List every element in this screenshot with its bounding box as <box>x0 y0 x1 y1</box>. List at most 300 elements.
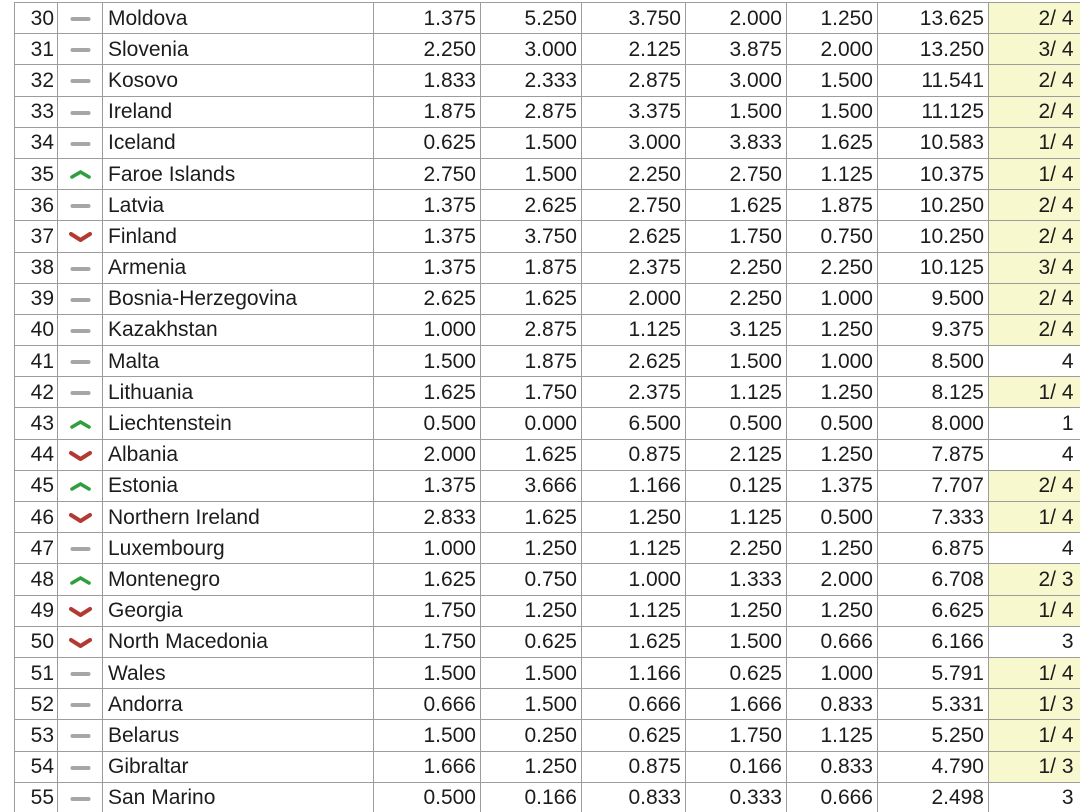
season-value-cell: 1.625 <box>481 283 582 314</box>
rank-cell: 33 <box>15 96 58 127</box>
season-value-cell: 2.250 <box>686 252 787 283</box>
season-value-cell: 2.833 <box>374 502 481 533</box>
season-value-cell: 1.625 <box>374 564 481 595</box>
teams-cell: 3/ 4 <box>989 252 1080 283</box>
country-name: Albania <box>103 439 374 470</box>
season-value-cell: 0.666 <box>787 626 878 657</box>
trend-cell <box>58 657 103 688</box>
table-body <box>15 3 1080 812</box>
season-value-cell: 1.125 <box>787 158 878 189</box>
trend-cell <box>58 3 103 34</box>
season-value-cell: 1.750 <box>686 720 787 751</box>
table-row <box>15 314 1080 345</box>
season-value-cell: 1.500 <box>481 657 582 688</box>
country-name: Kazakhstan <box>103 314 374 345</box>
trend-cell <box>58 127 103 158</box>
season-value-cell: 2.625 <box>582 346 686 377</box>
season-value-cell: 1.875 <box>481 252 582 283</box>
season-value-cell: 2.875 <box>481 96 582 127</box>
season-value-cell: 2.125 <box>686 439 787 470</box>
season-value-cell: 1.000 <box>374 314 481 345</box>
season-value-cell: 1.500 <box>374 720 481 751</box>
dash-icon <box>69 671 92 677</box>
season-value-cell: 2.000 <box>686 3 787 34</box>
teams-cell: 1/ 4 <box>989 595 1080 626</box>
season-value-cell: 2.750 <box>582 190 686 221</box>
dash-icon <box>69 203 92 209</box>
season-value-cell: 2.250 <box>374 34 481 65</box>
country-name: Bosnia-Herzegovina <box>103 283 374 314</box>
trend-cell <box>58 720 103 751</box>
rank-cell: 32 <box>15 65 58 96</box>
rank-cell: 41 <box>15 346 58 377</box>
season-value-cell: 1.625 <box>582 626 686 657</box>
trend-cell <box>58 346 103 377</box>
season-value-cell: 0.875 <box>582 439 686 470</box>
country-name: Ireland <box>103 96 374 127</box>
total-cell: 9.375 <box>878 314 989 345</box>
teams-cell: 2/ 4 <box>989 314 1080 345</box>
chevron-down-icon <box>68 606 93 618</box>
season-value-cell: 0.000 <box>481 408 582 439</box>
table-row <box>15 533 1080 564</box>
season-value-cell: 3.750 <box>582 3 686 34</box>
season-value-cell: 2.875 <box>481 314 582 345</box>
season-value-cell: 1.125 <box>582 314 686 345</box>
total-cell: 8.500 <box>878 346 989 377</box>
country-name: Gibraltar <box>103 751 374 782</box>
season-value-cell: 1.000 <box>787 283 878 314</box>
trend-cell <box>58 751 103 782</box>
total-cell: 4.790 <box>878 751 989 782</box>
season-value-cell: 1.750 <box>481 377 582 408</box>
total-cell: 10.250 <box>878 190 989 221</box>
season-value-cell: 1.500 <box>374 346 481 377</box>
country-name: Iceland <box>103 127 374 158</box>
total-cell: 10.250 <box>878 221 989 252</box>
trend-cell <box>58 221 103 252</box>
rank-cell: 52 <box>15 689 58 720</box>
rank-cell: 37 <box>15 221 58 252</box>
total-cell: 6.625 <box>878 595 989 626</box>
teams-cell: 2/ 4 <box>989 470 1080 501</box>
teams-cell: 2/ 4 <box>989 96 1080 127</box>
trend-cell <box>58 252 103 283</box>
season-value-cell: 2.333 <box>481 65 582 96</box>
season-value-cell: 2.250 <box>787 252 878 283</box>
teams-cell: 1 <box>989 408 1080 439</box>
season-value-cell: 5.250 <box>481 3 582 34</box>
country-name: Armenia <box>103 252 374 283</box>
season-value-cell: 1.375 <box>787 470 878 501</box>
teams-cell: 1/ 3 <box>989 689 1080 720</box>
trend-cell <box>58 470 103 501</box>
country-name: San Marino <box>103 782 374 812</box>
rank-cell: 48 <box>15 564 58 595</box>
rank-cell: 45 <box>15 470 58 501</box>
season-value-cell: 1.375 <box>374 3 481 34</box>
teams-cell: 1/ 4 <box>989 127 1080 158</box>
rank-cell: 49 <box>15 595 58 626</box>
total-cell: 11.125 <box>878 96 989 127</box>
season-value-cell: 6.500 <box>582 408 686 439</box>
total-cell: 6.708 <box>878 564 989 595</box>
season-value-cell: 1.500 <box>481 689 582 720</box>
table-row <box>15 346 1080 377</box>
teams-cell: 4 <box>989 533 1080 564</box>
table-row <box>15 377 1080 408</box>
dash-icon <box>69 266 92 272</box>
season-value-cell: 1.833 <box>374 65 481 96</box>
season-value-cell: 1.250 <box>787 439 878 470</box>
total-cell: 5.791 <box>878 657 989 688</box>
country-name: Wales <box>103 657 374 688</box>
season-value-cell: 1.250 <box>787 377 878 408</box>
rank-cell: 47 <box>15 533 58 564</box>
trend-cell <box>58 626 103 657</box>
season-value-cell: 0.500 <box>686 408 787 439</box>
table-row <box>15 689 1080 720</box>
dash-icon <box>69 702 92 708</box>
country-name: Estonia <box>103 470 374 501</box>
total-cell: 5.331 <box>878 689 989 720</box>
dash-icon <box>69 796 92 802</box>
table-row <box>15 564 1080 595</box>
season-value-cell: 1.500 <box>686 346 787 377</box>
country-name: Lithuania <box>103 377 374 408</box>
teams-cell: 2/ 3 <box>989 564 1080 595</box>
total-cell: 13.625 <box>878 3 989 34</box>
season-value-cell: 1.375 <box>374 190 481 221</box>
table-row <box>15 595 1080 626</box>
chevron-down-icon <box>68 512 93 524</box>
country-name: Malta <box>103 346 374 377</box>
table-row <box>15 127 1080 158</box>
trend-cell <box>58 439 103 470</box>
season-value-cell: 1.250 <box>787 595 878 626</box>
season-value-cell: 0.833 <box>787 751 878 782</box>
table-row <box>15 65 1080 96</box>
total-cell: 2.498 <box>878 782 989 812</box>
dash-icon <box>69 733 92 739</box>
dash-icon <box>69 328 92 334</box>
rank-cell: 42 <box>15 377 58 408</box>
season-value-cell: 1.666 <box>686 689 787 720</box>
table-row <box>15 751 1080 782</box>
total-cell: 6.166 <box>878 626 989 657</box>
total-cell: 6.875 <box>878 533 989 564</box>
trend-cell <box>58 595 103 626</box>
season-value-cell: 1.875 <box>374 96 481 127</box>
season-value-cell: 1.125 <box>582 595 686 626</box>
table-row <box>15 502 1080 533</box>
table-row <box>15 408 1080 439</box>
season-value-cell: 0.250 <box>481 720 582 751</box>
table-row <box>15 34 1080 65</box>
dash-icon <box>69 141 92 147</box>
teams-cell: 2/ 4 <box>989 221 1080 252</box>
season-value-cell: 1.625 <box>787 127 878 158</box>
season-value-cell: 3.875 <box>686 34 787 65</box>
season-value-cell: 2.625 <box>481 190 582 221</box>
trend-cell <box>58 158 103 189</box>
season-value-cell: 2.750 <box>374 158 481 189</box>
season-value-cell: 0.625 <box>686 657 787 688</box>
rank-cell: 51 <box>15 657 58 688</box>
season-value-cell: 1.250 <box>787 3 878 34</box>
rank-cell: 35 <box>15 158 58 189</box>
rank-cell: 30 <box>15 3 58 34</box>
season-value-cell: 2.625 <box>582 221 686 252</box>
chevron-up-icon <box>69 419 92 430</box>
season-value-cell: 3.375 <box>582 96 686 127</box>
trend-cell <box>58 34 103 65</box>
season-value-cell: 1.250 <box>481 595 582 626</box>
season-value-cell: 0.666 <box>374 689 481 720</box>
chevron-up-icon <box>69 575 92 586</box>
teams-cell: 1/ 4 <box>989 377 1080 408</box>
trend-cell <box>58 377 103 408</box>
total-cell: 10.125 <box>878 252 989 283</box>
season-value-cell: 0.125 <box>686 470 787 501</box>
trend-cell <box>58 190 103 221</box>
season-value-cell: 1.250 <box>787 533 878 564</box>
season-value-cell: 3.125 <box>686 314 787 345</box>
rank-cell: 39 <box>15 283 58 314</box>
country-name: Montenegro <box>103 564 374 595</box>
season-value-cell: 1.125 <box>686 377 787 408</box>
season-value-cell: 0.166 <box>686 751 787 782</box>
season-value-cell: 0.166 <box>481 782 582 812</box>
season-value-cell: 1.250 <box>582 502 686 533</box>
country-name: Georgia <box>103 595 374 626</box>
season-value-cell: 0.625 <box>582 720 686 751</box>
trend-cell <box>58 314 103 345</box>
season-value-cell: 1.625 <box>481 502 582 533</box>
trend-cell <box>58 782 103 812</box>
dash-icon <box>69 390 92 396</box>
season-value-cell: 1.250 <box>481 751 582 782</box>
teams-cell: 1/ 4 <box>989 158 1080 189</box>
season-value-cell: 1.500 <box>787 96 878 127</box>
country-name: Luxembourg <box>103 533 374 564</box>
season-value-cell: 2.250 <box>686 283 787 314</box>
season-value-cell: 1.125 <box>686 502 787 533</box>
rank-cell: 53 <box>15 720 58 751</box>
season-value-cell: 1.000 <box>787 346 878 377</box>
total-cell: 11.541 <box>878 65 989 96</box>
season-value-cell: 1.875 <box>787 190 878 221</box>
dash-icon <box>69 546 92 552</box>
season-value-cell: 1.166 <box>582 657 686 688</box>
rank-cell: 55 <box>15 782 58 812</box>
country-name: Finland <box>103 221 374 252</box>
season-value-cell: 0.750 <box>481 564 582 595</box>
season-value-cell: 0.333 <box>686 782 787 812</box>
season-value-cell: 0.625 <box>374 127 481 158</box>
season-value-cell: 1.000 <box>787 657 878 688</box>
total-cell: 9.500 <box>878 283 989 314</box>
teams-cell: 4 <box>989 346 1080 377</box>
season-value-cell: 2.250 <box>686 533 787 564</box>
season-value-cell: 1.666 <box>374 751 481 782</box>
rank-cell: 40 <box>15 314 58 345</box>
season-value-cell: 2.750 <box>686 158 787 189</box>
teams-cell: 2/ 4 <box>989 283 1080 314</box>
season-value-cell: 0.500 <box>787 502 878 533</box>
trend-cell <box>58 502 103 533</box>
season-value-cell: 2.000 <box>787 564 878 595</box>
table-row <box>15 720 1080 751</box>
total-cell: 7.875 <box>878 439 989 470</box>
teams-cell: 1/ 4 <box>989 657 1080 688</box>
dash-icon <box>69 359 92 365</box>
teams-cell: 2/ 4 <box>989 190 1080 221</box>
trend-cell <box>58 564 103 595</box>
season-value-cell: 1.500 <box>686 96 787 127</box>
season-value-cell: 2.250 <box>582 158 686 189</box>
season-value-cell: 3.750 <box>481 221 582 252</box>
season-value-cell: 1.000 <box>374 533 481 564</box>
table-row <box>15 252 1080 283</box>
table-row <box>15 96 1080 127</box>
season-value-cell: 0.625 <box>481 626 582 657</box>
season-value-cell: 2.000 <box>374 439 481 470</box>
country-name: Andorra <box>103 689 374 720</box>
table-row <box>15 283 1080 314</box>
rank-cell: 43 <box>15 408 58 439</box>
season-value-cell: 0.833 <box>582 782 686 812</box>
season-value-cell: 1.375 <box>374 470 481 501</box>
country-name: Kosovo <box>103 65 374 96</box>
country-name: Slovenia <box>103 34 374 65</box>
season-value-cell: 0.875 <box>582 751 686 782</box>
season-value-cell: 1.625 <box>481 439 582 470</box>
season-value-cell: 2.000 <box>582 283 686 314</box>
season-value-cell: 3.666 <box>481 470 582 501</box>
season-value-cell: 1.250 <box>787 314 878 345</box>
dash-icon <box>69 765 92 771</box>
season-value-cell: 3.000 <box>582 127 686 158</box>
country-name: Moldova <box>103 3 374 34</box>
rank-cell: 36 <box>15 190 58 221</box>
season-value-cell: 2.625 <box>374 283 481 314</box>
season-value-cell: 1.250 <box>686 595 787 626</box>
total-cell: 7.333 <box>878 502 989 533</box>
season-value-cell: 0.500 <box>787 408 878 439</box>
season-value-cell: 1.750 <box>686 221 787 252</box>
season-value-cell: 1.250 <box>481 533 582 564</box>
season-value-cell: 1.750 <box>374 595 481 626</box>
season-value-cell: 0.750 <box>787 221 878 252</box>
trend-cell <box>58 408 103 439</box>
total-cell: 10.583 <box>878 127 989 158</box>
teams-cell: 3 <box>989 626 1080 657</box>
season-value-cell: 1.500 <box>374 657 481 688</box>
season-value-cell: 0.500 <box>374 782 481 812</box>
table-row <box>15 3 1080 34</box>
country-ranking-table <box>14 2 1080 812</box>
rank-cell: 46 <box>15 502 58 533</box>
season-value-cell: 1.000 <box>582 564 686 595</box>
chevron-down-icon <box>68 231 93 243</box>
trend-cell <box>58 689 103 720</box>
total-cell: 5.250 <box>878 720 989 751</box>
season-value-cell: 0.500 <box>374 408 481 439</box>
country-name: Liechtenstein <box>103 408 374 439</box>
country-name: Belarus <box>103 720 374 751</box>
country-name: Faroe Islands <box>103 158 374 189</box>
total-cell: 7.707 <box>878 470 989 501</box>
chevron-down-icon <box>68 450 93 462</box>
dash-icon <box>69 78 92 84</box>
season-value-cell: 1.500 <box>481 127 582 158</box>
season-value-cell: 2.875 <box>582 65 686 96</box>
teams-cell: 4 <box>989 439 1080 470</box>
rank-cell: 38 <box>15 252 58 283</box>
season-value-cell: 3.000 <box>686 65 787 96</box>
trend-cell <box>58 533 103 564</box>
table-row <box>15 657 1080 688</box>
rank-cell: 44 <box>15 439 58 470</box>
season-value-cell: 1.875 <box>481 346 582 377</box>
season-value-cell: 1.125 <box>787 720 878 751</box>
season-value-cell: 3.000 <box>481 34 582 65</box>
chevron-up-icon <box>69 481 92 492</box>
season-value-cell: 0.666 <box>582 689 686 720</box>
total-cell: 13.250 <box>878 34 989 65</box>
country-name: North Macedonia <box>103 626 374 657</box>
rank-cell: 34 <box>15 127 58 158</box>
teams-cell: 1/ 3 <box>989 751 1080 782</box>
trend-cell <box>58 65 103 96</box>
dash-icon <box>69 297 92 303</box>
table-row <box>15 470 1080 501</box>
rank-cell: 50 <box>15 626 58 657</box>
total-cell: 8.000 <box>878 408 989 439</box>
season-value-cell: 1.375 <box>374 221 481 252</box>
season-value-cell: 1.500 <box>481 158 582 189</box>
table-row <box>15 439 1080 470</box>
total-cell: 8.125 <box>878 377 989 408</box>
dash-icon <box>69 110 92 116</box>
teams-cell: 2/ 4 <box>989 65 1080 96</box>
season-value-cell: 1.500 <box>787 65 878 96</box>
dash-icon <box>69 16 92 22</box>
season-value-cell: 1.166 <box>582 470 686 501</box>
table-row <box>15 190 1080 221</box>
country-name: Northern Ireland <box>103 502 374 533</box>
teams-cell: 3 <box>989 782 1080 812</box>
season-value-cell: 0.833 <box>787 689 878 720</box>
season-value-cell: 1.625 <box>374 377 481 408</box>
season-value-cell: 1.375 <box>374 252 481 283</box>
season-value-cell: 0.666 <box>787 782 878 812</box>
table-row <box>15 158 1080 189</box>
season-value-cell: 1.125 <box>582 533 686 564</box>
rank-cell: 31 <box>15 34 58 65</box>
season-value-cell: 1.500 <box>686 626 787 657</box>
table-row <box>15 626 1080 657</box>
rank-cell: 54 <box>15 751 58 782</box>
table-row <box>15 221 1080 252</box>
season-value-cell: 2.375 <box>582 252 686 283</box>
teams-cell: 1/ 4 <box>989 720 1080 751</box>
season-value-cell: 1.625 <box>686 190 787 221</box>
season-value-cell: 3.833 <box>686 127 787 158</box>
teams-cell: 1/ 4 <box>989 502 1080 533</box>
chevron-up-icon <box>69 169 92 180</box>
